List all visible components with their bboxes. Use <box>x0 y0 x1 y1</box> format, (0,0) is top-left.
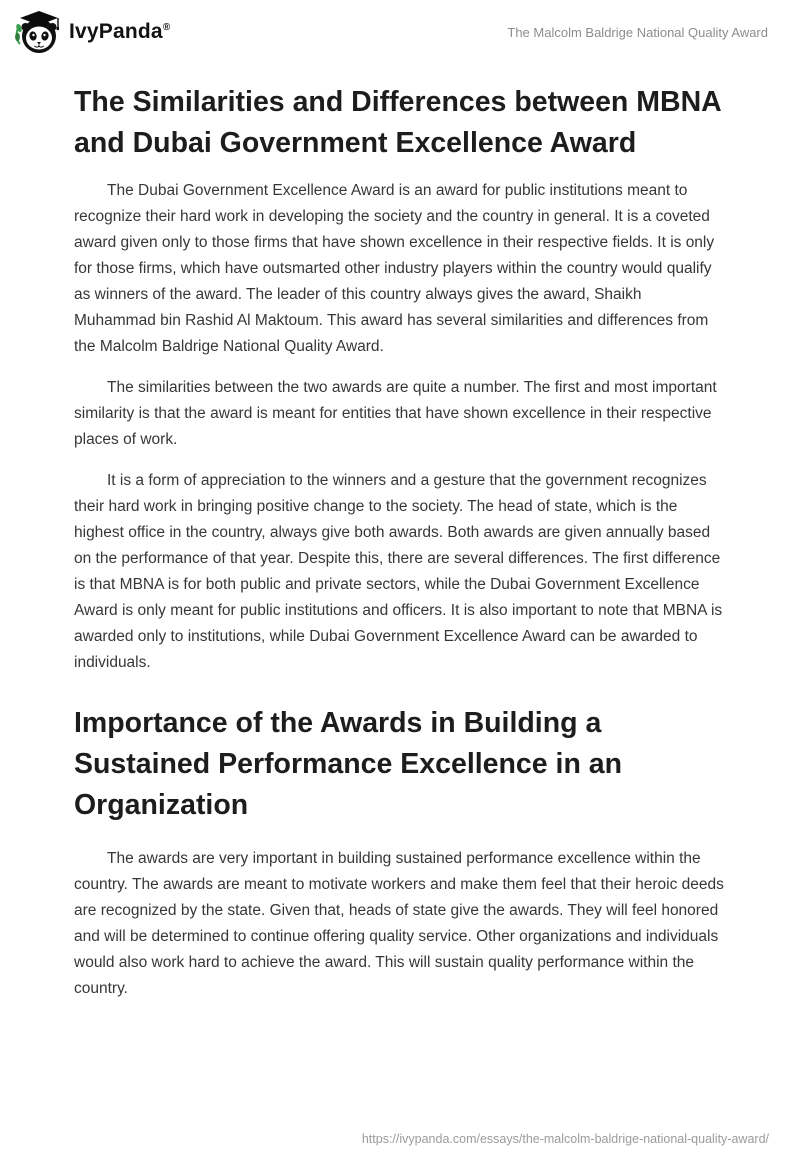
document-body <box>0 56 800 1002</box>
footer-source-url[interactable]: https://ivypanda.com/essays/the-malcolm-baldrige-national-quality-award/ <box>361 1132 769 1146</box>
page-header <box>0 0 800 56</box>
registered-mark: ® <box>162 22 171 33</box>
section-heading-2: Importance of the Awards in Building a Sustained Performance Excellence in an Organization <box>74 707 623 821</box>
document-title-header: The Malcolm Baldrige National Quality Award <box>507 24 768 40</box>
brand-name: IvyPanda® <box>69 20 171 43</box>
paragraph: The Dubai Government Excellence Award is an award for public institutions meant to recognize their hard work in developing the society and the country in general. It is a coveted award given only to those firms that have shown excellence in their respective fields. It is only for those firms, which have outsmarted other industry players within the country would qualify as winners of the award. The leader of this country always gives the award, Shaikh Muhammad bin Rashid Al Maktoum. This award has several similarities and differences from the Malcolm Baldrige National Quality Award. <box>74 182 715 355</box>
paragraph: It is a form of appreciation to the winners and a gesture that the government recognizes their hard work in bringing positive change to the society. The head of state, which is the highest office in the country, always give both awards. Both awards are given annually based on the performance of that year. Despite this, there are several differences. The first difference is that MBNA is for both public and private sectors, while the Dubai Government Excellence Award is only meant for public institutions and officers. It is also important to note that MBNA is awarded only to institutions, while Dubai Government Excellence Award can be awarded to individuals. <box>74 472 723 671</box>
paragraph: The awards are very important in building sustained performance excellence within the country. The awards are meant to motivate workers and make them feel that their heroic deeds are recognized by the state. Given that, heads of state give the awards. They will feel honored and will be determined to continue offering quality service. Other organizations and individuals would also work hard to achieve the award. This will sustain quality performance within the country. <box>74 850 724 997</box>
paragraph: The similarities between the two awards are quite a number. The first and most important similarity is that the award is meant for entities that have shown excellence in their respective places of work. <box>74 379 717 448</box>
ivypanda-brand <box>12 8 170 56</box>
panda-graduation-cap-logo-icon <box>12 8 60 56</box>
section-heading-1: The Similarities and Differences between MBNA and Dubai Government Excellence Award <box>74 86 721 159</box>
